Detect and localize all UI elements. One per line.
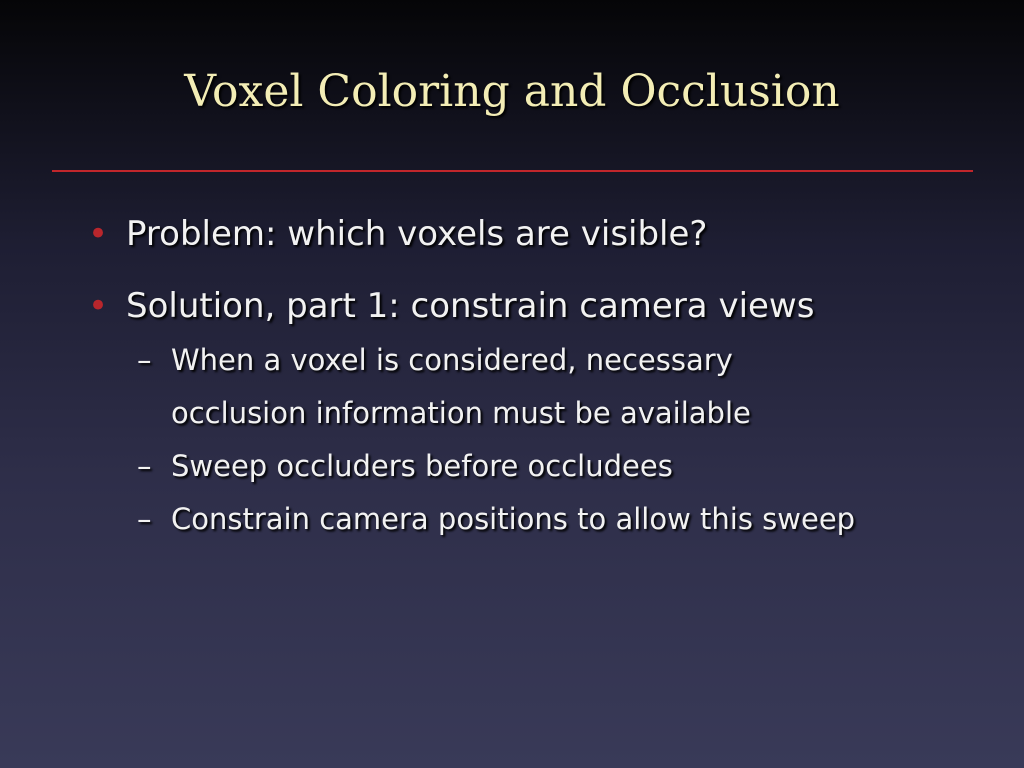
dash-icon: – <box>137 502 152 536</box>
dash-icon: – <box>137 343 152 377</box>
dash-icon: – <box>137 449 152 483</box>
bullet-dot-icon: • <box>88 286 109 326</box>
subitem-voxel-considered <box>137 342 733 378</box>
subitem-constrain-camera <box>137 501 855 537</box>
bullet-text: Solution, part 1: constrain camera views <box>126 286 815 326</box>
bullet-text: Problem: which voxels are visible? <box>126 214 708 254</box>
bullet-dot-icon: • <box>88 214 109 254</box>
subitem-sweep-occluders <box>137 448 673 484</box>
subitem-voxel-considered-continuation: occlusion information must be available <box>171 396 751 430</box>
subitem-text: When a voxel is considered, necessary <box>171 343 733 377</box>
bullet-solution <box>88 286 814 326</box>
subitem-text: Constrain camera positions to allow this sweep <box>171 502 856 536</box>
subitem-text: Sweep occluders before occludees <box>171 449 673 483</box>
bullet-problem <box>88 214 707 254</box>
slide-title: Voxel Coloring and Occlusion <box>184 66 840 117</box>
